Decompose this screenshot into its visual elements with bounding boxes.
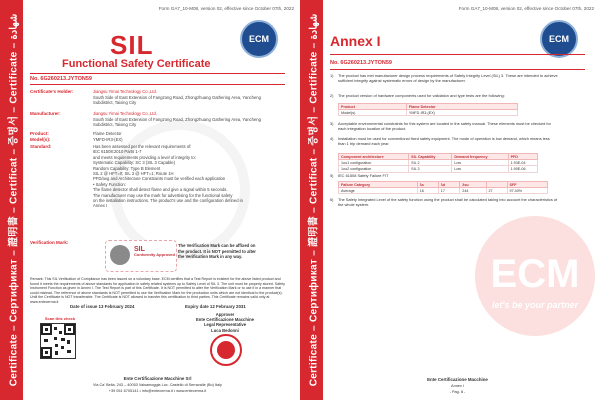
table-cell: SIL 3 — [409, 166, 452, 172]
footer-org: Ente Certificazione Macchine Srl — [123, 376, 192, 381]
certificate-sidebar — [0, 0, 23, 400]
page-number: - Pag. 8 - — [449, 390, 466, 394]
table-header: λs — [417, 182, 438, 188]
product-label: Product: — [30, 131, 49, 136]
paragraph-number: 5) — [330, 173, 334, 178]
standard-text — [93, 144, 273, 209]
table-cell: SIL 2 — [409, 160, 452, 166]
ecm-logo-icon — [240, 20, 278, 58]
table-header: Failure Category — [339, 182, 418, 188]
sil-capability-table — [338, 153, 538, 173]
table-cell: 1.90E-06 — [508, 166, 537, 172]
table-header: SIL Capability — [409, 154, 452, 160]
approver-title: Approver — [215, 312, 235, 317]
approver-name: Luca Bedonni — [211, 327, 239, 333]
paragraph-text: The Safety Integrated Level of the safety function using the product shall be calculated taking into account the characteristics of the whole system. — [338, 197, 558, 207]
divider — [330, 69, 585, 70]
paragraph-text: The product has met manufacturer design process requirements of Safety Integrity Level (SIL) 3. These are intended to achieve sufficient integrity against systematic errors of design by the manufacturer. — [338, 73, 558, 83]
qr-code-icon[interactable] — [40, 323, 76, 359]
paragraph-number: 1) — [330, 73, 334, 78]
form-code: Form GA7_10-M08, version 02, effective since October 07th, 2022 — [158, 6, 294, 11]
table-cell: 1.93E-04 — [508, 160, 537, 166]
expiry-date: Expiry date 12 February 2031 — [185, 304, 246, 309]
manufacturer-label: Manufacturer: — [30, 111, 61, 116]
standard-line: The flame detector shall detect flame and give a signal within 5 seconds. — [93, 187, 228, 193]
table-cell: Average — [339, 188, 418, 194]
table-cell: 27 — [486, 188, 507, 194]
table-cell: 1oo1 configuration — [339, 160, 409, 166]
table-header: Demand frequency — [452, 154, 508, 160]
manufacturer-address: South Side of East Extension of Fangzong Road, Zhongzhuang Gathering Area, Yancheng Subdistrict, Taixing City — [93, 117, 261, 128]
table-cell: 244 — [460, 188, 486, 194]
table-header: λsu — [460, 182, 486, 188]
stamp-subtitle: Conformity Approved — [134, 252, 175, 257]
table-header: Component architecture — [339, 154, 409, 160]
standard-line: PFD/avg and Architecture Constraints must be verified each application — [93, 176, 226, 182]
sidebar-text: Certificate – Сертификат – 證明書 – Certificat – 증명서 – Certificate – شهادة — [8, 13, 19, 387]
standard-line: SIL 2 @ HFT=0; SIL 3 @ HFT=1; Route 1H — [93, 171, 174, 177]
paragraph-number: 4) — [330, 136, 334, 141]
paragraph-text: IEC 61508 Safety Failure FIT — [338, 173, 389, 178]
table-header: Flame Detector — [406, 104, 517, 110]
footer-annex: Annex I — [451, 384, 464, 388]
verification-stamp — [105, 240, 177, 272]
paragraph-number: 2) — [330, 93, 334, 98]
sil-logo: SIL — [110, 30, 154, 60]
standard-line: Systematic Capability: SC 3 (SIL 3 Capable) — [93, 160, 176, 166]
watermark-tagline: let's be your partner — [491, 300, 579, 310]
table-cell: Low — [452, 166, 508, 172]
holder-label: Certificate's Holder: — [30, 89, 74, 94]
standard-line: Annex I — [93, 203, 108, 209]
table-row — [339, 188, 548, 194]
table-header: Product — [339, 104, 407, 110]
verification-label: Verification Mark: — [30, 240, 69, 245]
paragraph-text: Installation must be used for conventional fixed safety equipment. The mode of operation is low demand, which means less than 1 trip demand each year. — [338, 136, 550, 146]
standard-line: and meets requirements providing a level of integrity to: — [93, 154, 196, 160]
standard-label: Standard: — [30, 144, 52, 149]
table-cell: 1oo2 configuration — [339, 166, 409, 172]
certificate-number: No. 6G260213.JYTON59 — [30, 76, 92, 82]
holder-address: South Side of East Extension of Fangzong Road, Zhongzhuang Gathering Area, Yancheng Subdistrict, Taixing City — [93, 95, 261, 106]
standard-line: • Safety Function: — [93, 181, 126, 187]
sidebar-text: Certificate – Сертификат – 證明書 – Certificat – 증명서 – Certificate – شهادة — [308, 13, 319, 387]
models-value: YMFD-IR3-(EX) — [93, 137, 123, 142]
annex-title: Annex I — [330, 33, 381, 49]
table-cell: Model(s) — [339, 110, 407, 116]
annex-paragraph — [330, 198, 558, 208]
footer-org: Ente Certificazione Macchine — [427, 377, 488, 382]
footer-address: Via Ca' Bella, 243 – 40053 Valsamoggia Loc. Castello di Serravalle (Bo) Italy — [93, 383, 222, 387]
models-label: Model(s): — [30, 137, 51, 142]
ecm-logo-text: ECM — [549, 34, 569, 44]
paragraph-number: 3) — [330, 121, 334, 126]
standard-line: on the installation instructions. The product's use and the configuration defined in — [93, 198, 243, 204]
verification-note: The Verification Mark can be affixed on the product. It is NOT permitted to alter the Verification Mark in any way. — [178, 243, 256, 260]
paragraph-text: Acceptable environmental constraints for this system are located in the safety manual. These elements must be checked for each integration location of the product. — [338, 121, 551, 131]
annex-sidebar — [300, 0, 323, 400]
standard-line: IEC 61508:2010 Parts 1-7 — [93, 149, 142, 155]
footer-contact: +39 051 6705141 • info@entecerma.it • www.entecerma.it — [108, 389, 207, 393]
divider — [30, 73, 285, 74]
remark-text: Remark: This SIL Verification of Compliance has been issued on a voluntary base. ECM certifies that a Test Report is existent for the above listed product and found it meets the requirements of above standards for application in safety related systems up to Safety Level of SIL 3. The unit must be properly stored. Safety Instrument Function as given in Annex I. The Test Report is part of this Certificate. It is NOT permitted to alter the Verification Mark or to use it in a manner that could mislead. The reference of above standards is NOT permitted to use the Verification Mark for the production units which are not identical to the product(s). Until the Certificate is NOT transferable. The Certificate is NOT allowed to transfer this certification to third parties. This Certificate remains valid only at www.entecerma.it — [30, 277, 285, 304]
paragraph-number: 6) — [330, 197, 334, 202]
annex-paragraph — [330, 122, 558, 132]
form-code: Form GA7_10-M08, version 02, effective since October 07th, 2022 — [458, 6, 594, 11]
approver-role: Legal Representative — [203, 322, 247, 328]
approver-block — [185, 312, 265, 333]
divider — [330, 54, 585, 55]
certificate-number: No. 6G260213.JYTON59 — [330, 60, 392, 66]
qr-block — [40, 316, 80, 359]
table-row — [339, 110, 518, 116]
product-table — [338, 103, 518, 116]
annex-paragraph — [330, 94, 558, 99]
ecm-logo-text: ECM — [249, 34, 269, 44]
standard-line: Random Capability: Type B Element — [93, 165, 161, 171]
failure-rate-table — [338, 181, 548, 194]
certificate-title: Functional Safety Certificate — [62, 58, 211, 70]
table-cell: 16 — [417, 188, 438, 194]
standard-line: The manufacturer may use the mark for advertising for the functional safety — [93, 192, 233, 198]
table-header: λd — [438, 182, 460, 188]
table-header: PFD — [508, 154, 537, 160]
issue-date: Date of issue 13 February 2024 — [70, 304, 135, 309]
approver-org: Ente Certificazione Macchine — [196, 317, 254, 323]
watermark-ecm-text: ECM — [490, 252, 580, 296]
ecm-logo-icon — [540, 20, 578, 58]
table-cell: 97.40% — [507, 188, 547, 194]
holder-name: Jiangsu Yimai Technology Co.,Ltd. — [93, 89, 157, 94]
qr-caption: Scan this check — [44, 316, 76, 321]
product-value: Flame Detector — [93, 131, 122, 136]
stamp-text — [134, 247, 175, 257]
annex-paragraph — [330, 174, 558, 179]
standard-line: Has been assessed per the relevant requirements of: — [93, 144, 192, 149]
table-cell: 17 — [438, 188, 460, 194]
stamp-disc-icon — [110, 245, 130, 265]
table-cell: YMFD-IR3-(EX) — [406, 110, 517, 116]
stamp-title: SIL — [134, 246, 145, 253]
ecm-watermark-icon — [475, 216, 595, 336]
paragraph-text: The product version of hardware components used for validation and type tests are the following: — [338, 93, 505, 98]
divider — [30, 84, 285, 85]
annex-paragraph — [330, 137, 558, 147]
annex-paragraph — [330, 74, 558, 84]
table-cell: Low — [452, 160, 508, 166]
company-seal-icon — [210, 334, 242, 366]
table-header: SFF — [507, 182, 547, 188]
manufacturer-name: Jiangsu Yimai Technology Co.,Ltd. — [93, 111, 157, 116]
annex-page — [300, 0, 600, 400]
table-row — [339, 166, 538, 172]
